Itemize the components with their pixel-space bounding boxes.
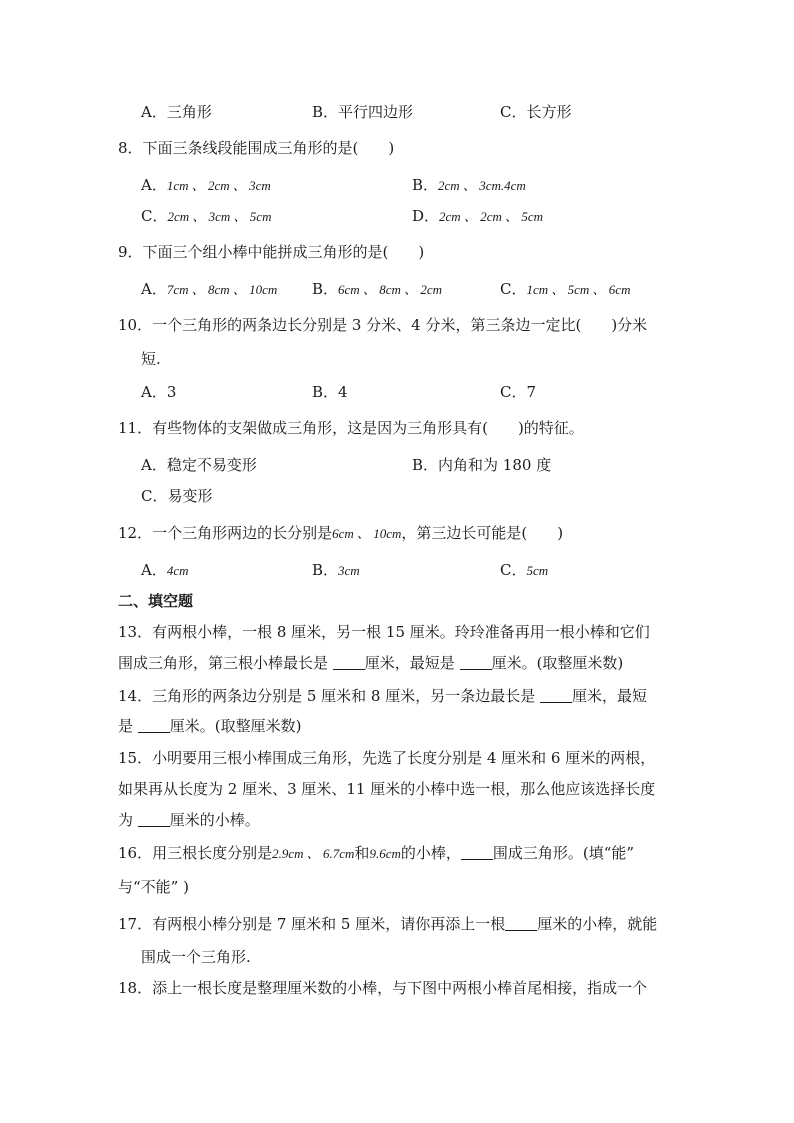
q11-option-a: A．稳定不易变形	[141, 456, 257, 474]
q13-line-1: 13．有两根小棒，一根 8 厘米，另一根 15 厘米。玲玲准备再用一根小棒和它们	[118, 623, 650, 641]
q8-option-a: A．1cm 、 2cm 、 3cm	[141, 176, 271, 194]
q8-option-b: B．2cm 、 3cm.4cm	[412, 176, 526, 194]
q15-line-2: 如果再从长度为 2 厘米、3 厘米、11 厘米的小棒中选一根，那么他应该选择长度	[118, 780, 656, 798]
q9-option-c: C．1cm 、 5cm 、 6cm	[500, 280, 631, 298]
q10-option-a: A．3	[141, 383, 177, 401]
q14-blank-longest[interactable]	[540, 688, 572, 703]
q7-option-a: A．三角形	[141, 103, 212, 121]
q17-blank[interactable]	[505, 916, 537, 931]
q11-stem: 11．有些物体的支架做成三角形，这是因为三角形具有( )的特征。	[118, 419, 584, 437]
q10-option-c: C．7	[500, 383, 537, 401]
section-title: 二、填空题	[118, 592, 194, 610]
q12-option-a: A．4cm	[141, 561, 189, 579]
q12-option-c: C．5cm	[500, 561, 549, 579]
q12-option-b: B．3cm	[312, 561, 360, 579]
q15-line-1: 15．小明要用三根小棒围成三角形，先选了长度分别是 4 厘米和 6 厘米的两根，	[118, 749, 656, 767]
q15-line-3: 为 厘米的小棒。	[118, 811, 260, 829]
q15-blank[interactable]	[138, 812, 170, 827]
q7-option-c: C．长方形	[500, 103, 572, 121]
q9-stem: 9．下面三个组小棒中能拼成三角形的是( )	[118, 243, 425, 261]
q9-option-b: B．6cm 、 8cm 、 2cm	[312, 280, 443, 298]
q13-line-2: 围成三角形，第三根小棒最长是 厘米，最短是 厘米。(取整厘米数)	[118, 654, 624, 672]
q8-option-c: C．2cm 、 3cm 、 5cm	[141, 207, 272, 225]
q8-option-d: D．2cm 、 2cm 、 5cm	[412, 207, 544, 225]
q12-stem: 12．一个三角形两边的长分别是6cm 、 10cm，第三边长可能是( )	[118, 524, 564, 542]
q17-line-1: 17．有两根小棒分别是 7 厘米和 5 厘米，请你再添上一根 厘米的小棒，就能	[118, 915, 658, 933]
q10-option-b: B．4	[312, 383, 348, 401]
q10-stem-line-1: 10．一个三角形的两条边长分别是 3 分米、4 分米，第三条边一定比( )分米	[118, 316, 648, 334]
q14-blank-shortest[interactable]	[138, 718, 170, 733]
q14-line-1: 14．三角形的两条边分别是 5 厘米和 8 厘米，另一条边最长是 厘米，最短	[118, 687, 648, 705]
q9-option-a: A．7cm 、 8cm 、 10cm	[141, 280, 278, 298]
q16-line-1: 16．用三根长度分别是2.9cm 、 6.7cm和9.6cm的小棒， 围成三角形。(填“能”	[118, 844, 635, 862]
q13-blank-longest[interactable]	[333, 655, 365, 670]
q17-line-2: 围成一个三角形.	[141, 948, 251, 966]
q11-option-c: C．易变形	[141, 487, 213, 505]
q10-stem-line-2: 短.	[141, 350, 161, 368]
q7-option-b: B．平行四边形	[312, 103, 414, 121]
q13-blank-shortest[interactable]	[460, 655, 492, 670]
q8-stem: 8．下面三条线段能围成三角形的是( )	[118, 139, 395, 157]
q11-option-b: B．内角和为 180 度	[412, 456, 552, 474]
q18-line-1: 18．添上一根长度是整理厘米数的小棒，与下图中两根小棒首尾相接，指成一个	[118, 979, 648, 997]
q14-line-2: 是 厘米。(取整厘米数)	[118, 717, 302, 735]
q16-blank[interactable]	[461, 845, 493, 860]
q16-line-2: 与“不能” )	[118, 878, 189, 896]
